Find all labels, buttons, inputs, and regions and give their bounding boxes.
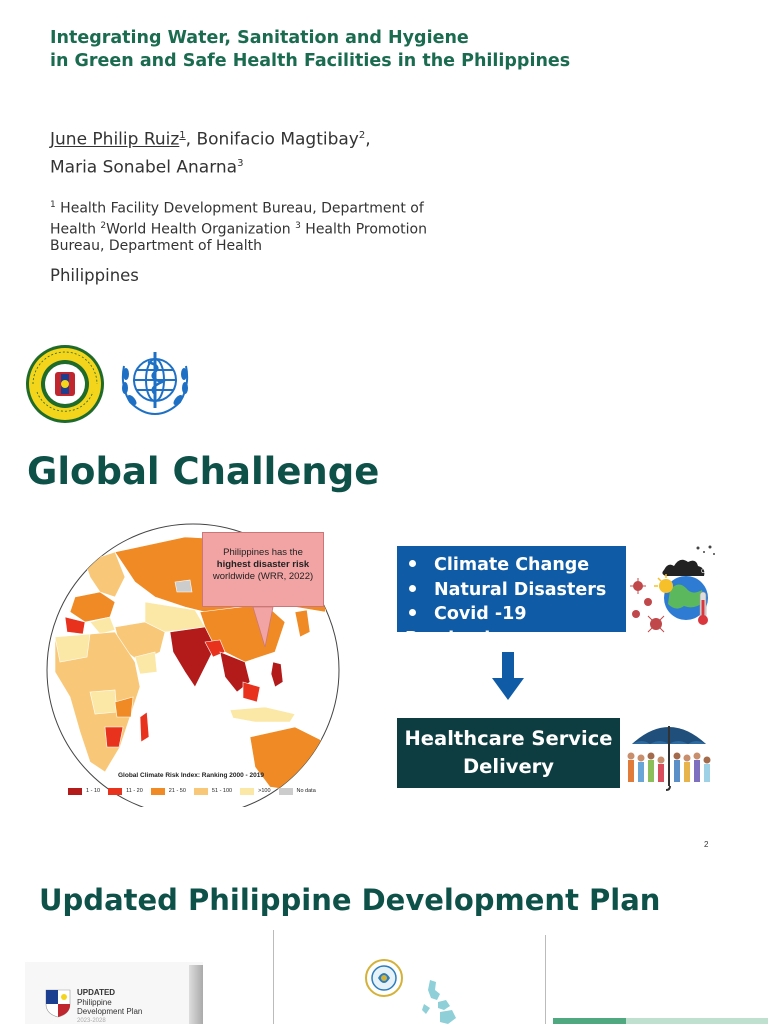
legend-item bbox=[68, 788, 100, 795]
title-line-2: in Green and Safe Health Facilities in the Philippines bbox=[50, 50, 610, 73]
legend-item bbox=[240, 788, 270, 795]
author-maria-sonabel-anarna: Maria Sonabel Anarna bbox=[50, 157, 237, 177]
author-june-philip-ruiz: June Philip Ruiz bbox=[50, 130, 179, 150]
legend-item bbox=[279, 788, 316, 795]
title-line-1: Integrating Water, Sanitation and Hygiene bbox=[50, 27, 610, 50]
outcome-line-1: Healthcare Service bbox=[397, 725, 620, 753]
global-challenge-heading: Global Challenge bbox=[27, 450, 379, 493]
author3-affil-ref: 3 bbox=[237, 158, 243, 169]
legend-item bbox=[194, 788, 232, 795]
pdp-line-2: Development Plan bbox=[77, 1007, 157, 1017]
country-label: Philippines bbox=[50, 266, 139, 285]
legend-item bbox=[108, 788, 143, 795]
philippine-seal-icon bbox=[44, 986, 72, 1018]
climate-globe-icon bbox=[626, 540, 721, 640]
challenge-item bbox=[405, 602, 626, 651]
legend-swatch bbox=[240, 788, 254, 795]
callout-text-post: worldwide (WRR, 2022) bbox=[213, 571, 313, 582]
callout-text-pre: Philippines has the bbox=[223, 547, 303, 558]
pdp-line-1: Philippine bbox=[77, 998, 157, 1008]
challenge-label: Climate Change bbox=[434, 555, 589, 575]
healthcare-delivery-box bbox=[397, 718, 620, 788]
legend-swatch bbox=[68, 788, 82, 795]
author1-affil-ref: 1 bbox=[179, 130, 185, 141]
legend-swatch bbox=[279, 788, 293, 795]
challenges-list bbox=[405, 553, 626, 651]
divider-line bbox=[545, 935, 546, 1024]
pdp-label bbox=[77, 988, 157, 1026]
bullet-icon bbox=[409, 609, 416, 616]
bullet-icon bbox=[409, 560, 416, 567]
legend-swatch bbox=[151, 788, 165, 795]
divider-line bbox=[273, 930, 274, 1024]
map-legend-title: Global Climate Risk Index: Ranking 2000 - 2019 bbox=[118, 772, 264, 779]
author-bonifacio-magtibay: , Bonifacio Magtibay bbox=[186, 130, 359, 150]
challenge-item bbox=[405, 578, 626, 603]
legend-swatch bbox=[108, 788, 122, 795]
legend-label: >100 bbox=[258, 788, 270, 794]
map-legend bbox=[68, 786, 324, 796]
pdp-years: 2023-2028 bbox=[77, 1017, 157, 1026]
circular-agency-logo-icon bbox=[364, 958, 404, 998]
legend-label: 51 - 100 bbox=[212, 788, 232, 794]
legend-label: 1 - 10 bbox=[86, 788, 100, 794]
affil-sup-1: 1 bbox=[50, 200, 56, 210]
pdp-updated: UPDATED bbox=[77, 988, 157, 998]
page-number: 2 bbox=[704, 840, 708, 849]
development-plan-heading: Updated Philippine Development Plan bbox=[39, 883, 660, 917]
legend-swatch bbox=[194, 788, 208, 795]
legend-label: 11 - 20 bbox=[126, 788, 143, 794]
author-separator: , bbox=[365, 130, 370, 150]
decorative-bar bbox=[626, 1018, 768, 1024]
affil-sup-2: 2 bbox=[100, 221, 106, 231]
callout-text-bold: highest disaster risk bbox=[217, 559, 309, 570]
affil-text-1: Health Facility Development Bureau, Department of Health bbox=[50, 201, 424, 238]
legend-label: No data bbox=[297, 788, 316, 794]
who-emblem-icon bbox=[116, 346, 194, 418]
author2-affil-ref: 2 bbox=[359, 130, 365, 141]
challenges-box bbox=[397, 546, 626, 632]
author-list bbox=[50, 124, 570, 179]
decorative-bar bbox=[553, 1018, 626, 1024]
co2-label: CO2 bbox=[701, 569, 714, 575]
umbrella-people-icon bbox=[624, 716, 714, 792]
doh-seal-icon bbox=[25, 344, 105, 424]
slide1-title bbox=[50, 27, 610, 73]
challenge-label: Natural Disasters bbox=[434, 580, 606, 600]
challenge-item bbox=[405, 553, 626, 578]
affiliations bbox=[50, 197, 450, 255]
legend-item bbox=[151, 788, 186, 795]
philippines-map-icon bbox=[418, 978, 462, 1024]
affil-sup-3: 3 bbox=[295, 221, 301, 231]
arrow-down-icon bbox=[492, 652, 524, 700]
bullet-icon bbox=[409, 585, 416, 592]
affil-text-2: World Health Organization bbox=[106, 221, 295, 237]
challenge-label: Covid -19 Pandemic bbox=[405, 604, 527, 649]
pdp-cover-spine bbox=[189, 965, 203, 1024]
outcome-line-2: Delivery bbox=[397, 753, 620, 781]
affil-text-3: Health Promotion Bureau, Department of Health bbox=[50, 221, 427, 254]
philippines-risk-callout bbox=[202, 532, 324, 607]
legend-label: 21 - 50 bbox=[169, 788, 186, 794]
